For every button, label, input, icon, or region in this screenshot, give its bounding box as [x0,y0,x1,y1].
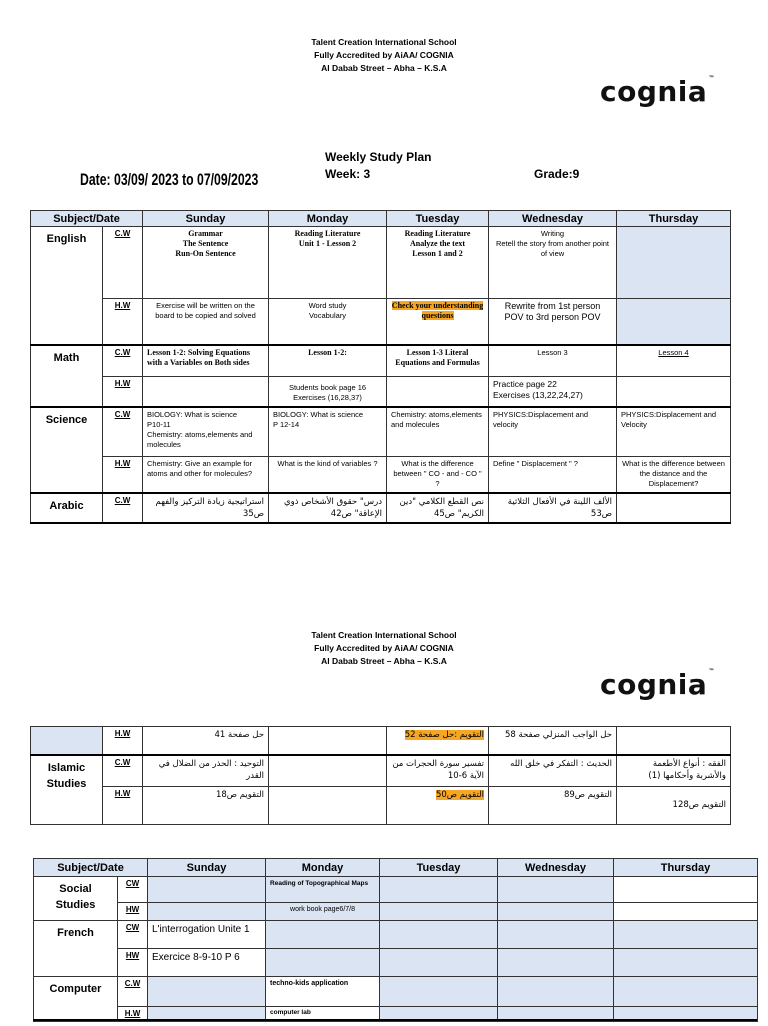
arabic-cw-monday: درس" حقوق الأشخاص ذوي الإعاقة" ص42 [269,493,387,523]
hw-label: HW [118,949,148,977]
cognia-logo: cognia™ [600,75,715,108]
social-hw-thursday [614,903,758,921]
islamic-hw-monday [269,787,387,825]
math-hw-monday: Students book page 16 Exercises (16,28,37) [269,377,387,407]
school-name: Talent Creation International School [311,37,457,47]
math-hw-thursday [617,377,731,407]
french-hw-sunday: Exercice 8-9-10 P 6 [148,949,266,977]
islamic-hw-thursday: التقويم ص128 [617,787,731,825]
cognia-logo-2: cognia™ [600,668,715,701]
math-cw-wednesday: Lesson 3 [489,345,617,377]
arabic-cw-tuesday: نص القطع الكلامي "دين الكريم" ص45 [387,493,489,523]
social-hw-sunday [148,903,266,921]
math-hw-sunday [143,377,269,407]
table-row [31,493,731,523]
school-accreditation-2: Fully Accredited by AiAA/ COGNIA [314,643,454,653]
header-subject-date: Subject/Date [34,859,148,877]
social-cw-tuesday [380,877,498,903]
table-row [31,227,731,299]
school-name-2: Talent Creation International School [311,630,457,640]
social-hw-monday: work book page6/7/8 [266,903,380,921]
computer-cw-wednesday [498,977,614,1007]
subject-english: English [31,227,103,345]
study-plan-table-3 [33,858,758,1022]
french-cw-monday [266,921,380,949]
cw-label: CW [118,877,148,903]
french-cw-sunday: L'interrogation Unite 1 [148,921,266,949]
english-hw-wednesday: Rewrite from 1st person POV to 3rd person POV [489,299,617,345]
social-cw-wednesday [498,877,614,903]
header-sunday: Sunday [143,211,269,227]
french-cw-thursday [614,921,758,949]
plan-week: Week: 3 [325,167,371,181]
arabic-cw-wednesday: الألف اللينة في الأفعال الثلاثية ص53 [489,493,617,523]
table-row [31,345,731,377]
table-row [34,949,758,977]
english-cw-sunday: Grammar The Sentence Run-On Sentence [143,227,269,299]
computer-cw-sunday [148,977,266,1007]
table-row [31,727,731,755]
plan-title: Weekly Study Plan [325,150,432,164]
english-cw-tuesday: Reading Literature Analyze the text Lesson 1 and 2 [387,227,489,299]
header-thursday: Thursday [614,859,758,877]
social-hw-tuesday [380,903,498,921]
islamic-hw-wednesday: التقويم ص89 [489,787,617,825]
hw-label: H.W [103,727,143,755]
social-hw-wednesday [498,903,614,921]
study-plan-table-2 [30,726,731,825]
arabic-cw-thursday [617,493,731,523]
science-cw-monday: BIOLOGY: What is science P 12-14 [269,407,387,457]
subject-french: French [34,921,118,977]
computer-cw-monday: techno-kids application [266,977,380,1007]
science-cw-sunday: BIOLOGY: What is science P10-11 Chemistry: atoms,elements and molecules [143,407,269,457]
arabic-hw-sunday: حل صفحة 41 [143,727,269,755]
islamic-hw-sunday: التقويم ص18 [143,787,269,825]
computer-cw-tuesday [380,977,498,1007]
math-cw-thursday: Lesson 4 [617,345,731,377]
science-hw-tuesday: What is the difference between " CO - and - CO " ? [387,457,489,493]
header-thursday: Thursday [617,211,731,227]
arabic-hw-thursday [617,727,731,755]
subject-arabic: Arabic [31,493,103,523]
english-hw-monday: Word study Vocabulary [269,299,387,345]
arabic-hw-monday [269,727,387,755]
islamic-cw-tuesday: تفسير سورة الحجرات من الآية 6-10 [387,755,489,787]
islamic-cw-monday [269,755,387,787]
social-cw-thursday [614,877,758,903]
table-row [31,299,731,345]
islamic-cw-wednesday: الحديث : التفكر في خلق الله [489,755,617,787]
hw-label: H.W [118,1007,148,1022]
french-cw-wednesday [498,921,614,949]
arabic-hw-subject [31,727,103,755]
hw-label: H.W [103,787,143,825]
french-cw-tuesday [380,921,498,949]
cw-label: C.W [103,227,143,299]
french-hw-thursday [614,949,758,977]
english-cw-wednesday: Writing Retell the story from another point of view [489,227,617,299]
study-plan-table-1 [30,210,731,524]
hw-label: HW [118,903,148,921]
school-address: Al Dabab Street – Abha – K.S.A [321,63,447,73]
math-hw-wednesday: Practice page 22 Exercises (13,22,24,27) [489,377,617,407]
table-row [34,903,758,921]
english-hw-thursday [617,299,731,345]
header-wednesday: Wednesday [489,211,617,227]
math-cw-tuesday: Lesson 1-3 Literal Equations and Formulas [387,345,489,377]
islamic-hw-tuesday: التقويم ص50 [387,787,489,825]
social-cw-monday: Reading of Topographical Maps [266,877,380,903]
table-row [31,457,731,493]
arabic-hw-wednesday: حل الواجب المنزلي صفحة 58 [489,727,617,755]
islamic-cw-sunday: التوحيد : الحذر من الضلال في القدر [143,755,269,787]
table-row [34,877,758,903]
header-wednesday: Wednesday [498,859,614,877]
english-cw-thursday [617,227,731,299]
school-address-2: Al Dabab Street – Abha – K.S.A [321,656,447,666]
cw-label: C.W [118,977,148,1007]
science-hw-monday: What is the kind of variables ? [269,457,387,493]
science-hw-sunday: Chemistry: Give an example for atoms and other for molecules? [143,457,269,493]
hw-label: H.W [103,299,143,345]
science-cw-wednesday: PHYSICS:Displacement and velocity [489,407,617,457]
table-row [31,755,731,787]
table-row [34,921,758,949]
table-row [34,977,758,1007]
table-row [31,377,731,407]
subject-islamic: Islamic Studies [31,755,103,825]
english-cw-monday: Reading Literature Unit 1 - Lesson 2 [269,227,387,299]
header-sunday: Sunday [148,859,266,877]
plan-grade: Grade:9 [534,167,580,181]
table-header-row [31,211,731,227]
science-hw-thursday: What is the difference between the distance and the Displacement? [617,457,731,493]
social-cw-sunday [148,877,266,903]
arabic-cw-sunday: استراتيجية زيادة التركيز والفهم ص35 [143,493,269,523]
hw-label: H.W [103,457,143,493]
school-accreditation: Fully Accredited by AiAA/ COGNIA [314,50,454,60]
english-hw-sunday: Exercise will be written on the board to be copied and solved [143,299,269,345]
table-row [31,407,731,457]
math-cw-sunday: Lesson 1-2: Solving Equations with a Variables on Both sides [143,345,269,377]
next-table-edge [33,1019,757,1026]
plan-date: Date: 03/09/ 2023 to 07/09/2023 [80,170,259,189]
computer-hw-monday: computer lab [266,1007,380,1022]
science-hw-wednesday: Define " Displacement " ? [489,457,617,493]
header-monday: Monday [266,859,380,877]
header-monday: Monday [269,211,387,227]
subject-social-studies: Social Studies [34,877,118,921]
french-hw-wednesday [498,949,614,977]
math-hw-tuesday [387,377,489,407]
subject-math: Math [31,345,103,407]
cw-label: CW [118,921,148,949]
cw-label: C.W [103,493,143,523]
header-subject-date: Subject/Date [31,211,143,227]
computer-cw-thursday [614,977,758,1007]
cw-label: C.W [103,407,143,457]
arabic-hw-tuesday: التقويم :حل صفحة 52 [387,727,489,755]
subject-computer: Computer [34,977,118,1022]
math-cw-monday: Lesson 1-2: [269,345,387,377]
table-row [31,787,731,825]
cw-label: C.W [103,345,143,377]
science-cw-tuesday: Chemistry: atoms,elements and molecules [387,407,489,457]
french-hw-monday [266,949,380,977]
header-tuesday: Tuesday [380,859,498,877]
french-hw-tuesday [380,949,498,977]
subject-science: Science [31,407,103,493]
table-header-row [34,859,758,877]
english-hw-tuesday: Check your understanding questions [387,299,489,345]
islamic-cw-thursday: الفقه : أنواع الأطعمة والأشربة وأحكامها (1) [617,755,731,787]
cw-label: C.W [103,755,143,787]
science-cw-thursday: PHYSICS:Displacement and Velocity [617,407,731,457]
header-tuesday: Tuesday [387,211,489,227]
hw-label: H.W [103,377,143,407]
